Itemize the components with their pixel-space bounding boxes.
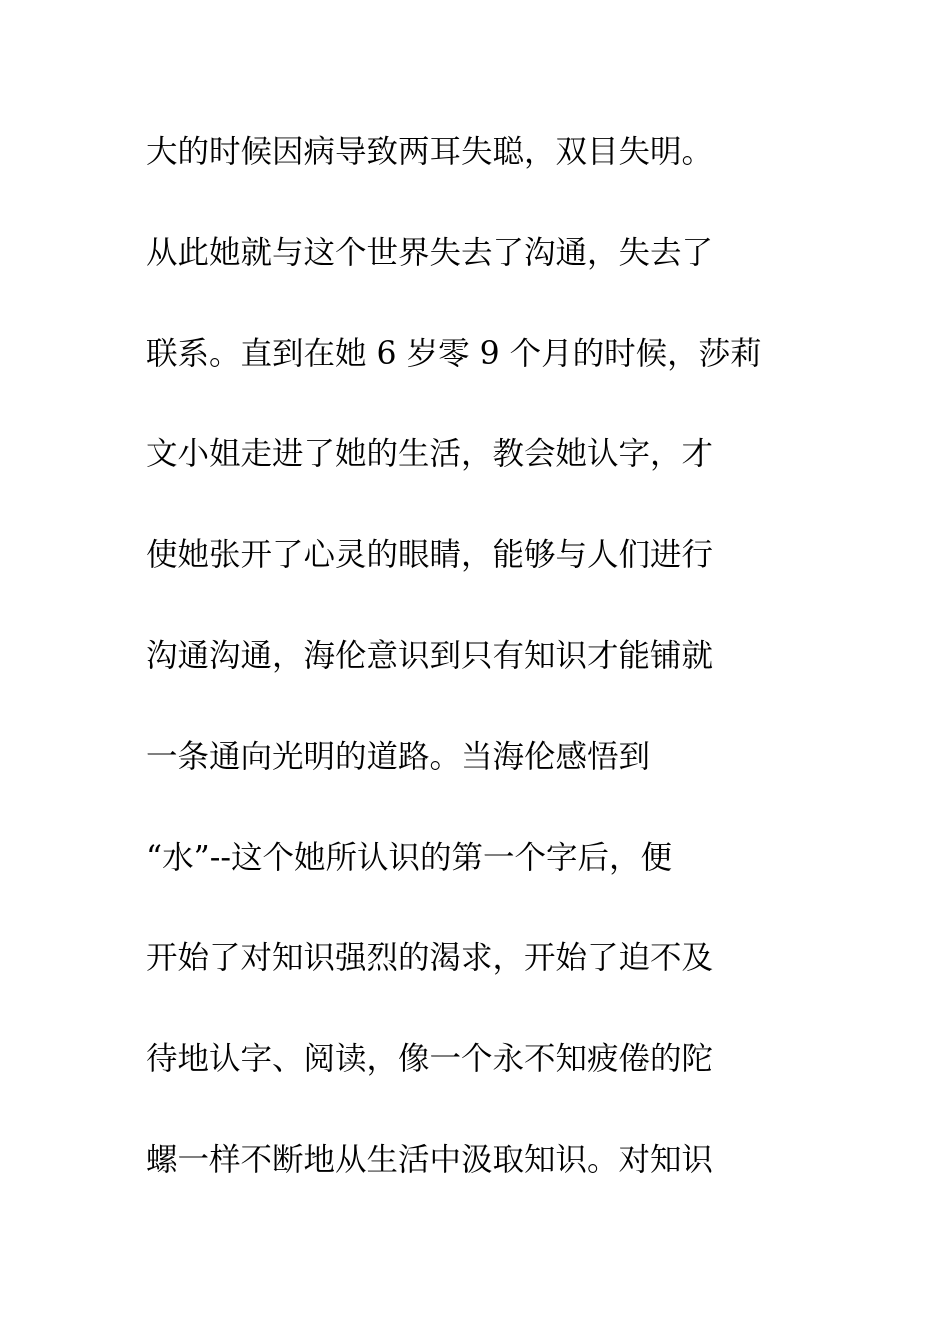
text-line: 使她张开了心灵的眼睛，能够与人们进行 (146, 537, 714, 574)
text-line: 沟通沟通，海伦意识到只有知识才能铺就 (146, 637, 714, 674)
text-line: 待地认字、阅读，像一个永不知疲倦的陀 (146, 1041, 714, 1078)
text-line: “水”--这个她所认识的第一个字后，便 (146, 839, 672, 876)
text-line: 从此她就与这个世界失去了沟通，失去了 (146, 234, 714, 271)
text-line: 一条通向光明的道路。当海伦感悟到 (146, 738, 651, 775)
text-line: 开始了对知识强烈的渴求，开始了迫不及 (146, 940, 714, 977)
body-text (146, 124, 846, 1233)
text-line: 联系。直到在她 6 岁零 9 个月的时候，莎莉 (146, 335, 762, 372)
text-line: 文小姐走进了她的生活，教会她认字，才 (146, 436, 714, 473)
text-line: 大的时候因病导致两耳失聪，双目失明。 (146, 134, 714, 170)
text-line: 螺一样不断地从生活中汲取知识。对知识 (146, 1141, 714, 1178)
